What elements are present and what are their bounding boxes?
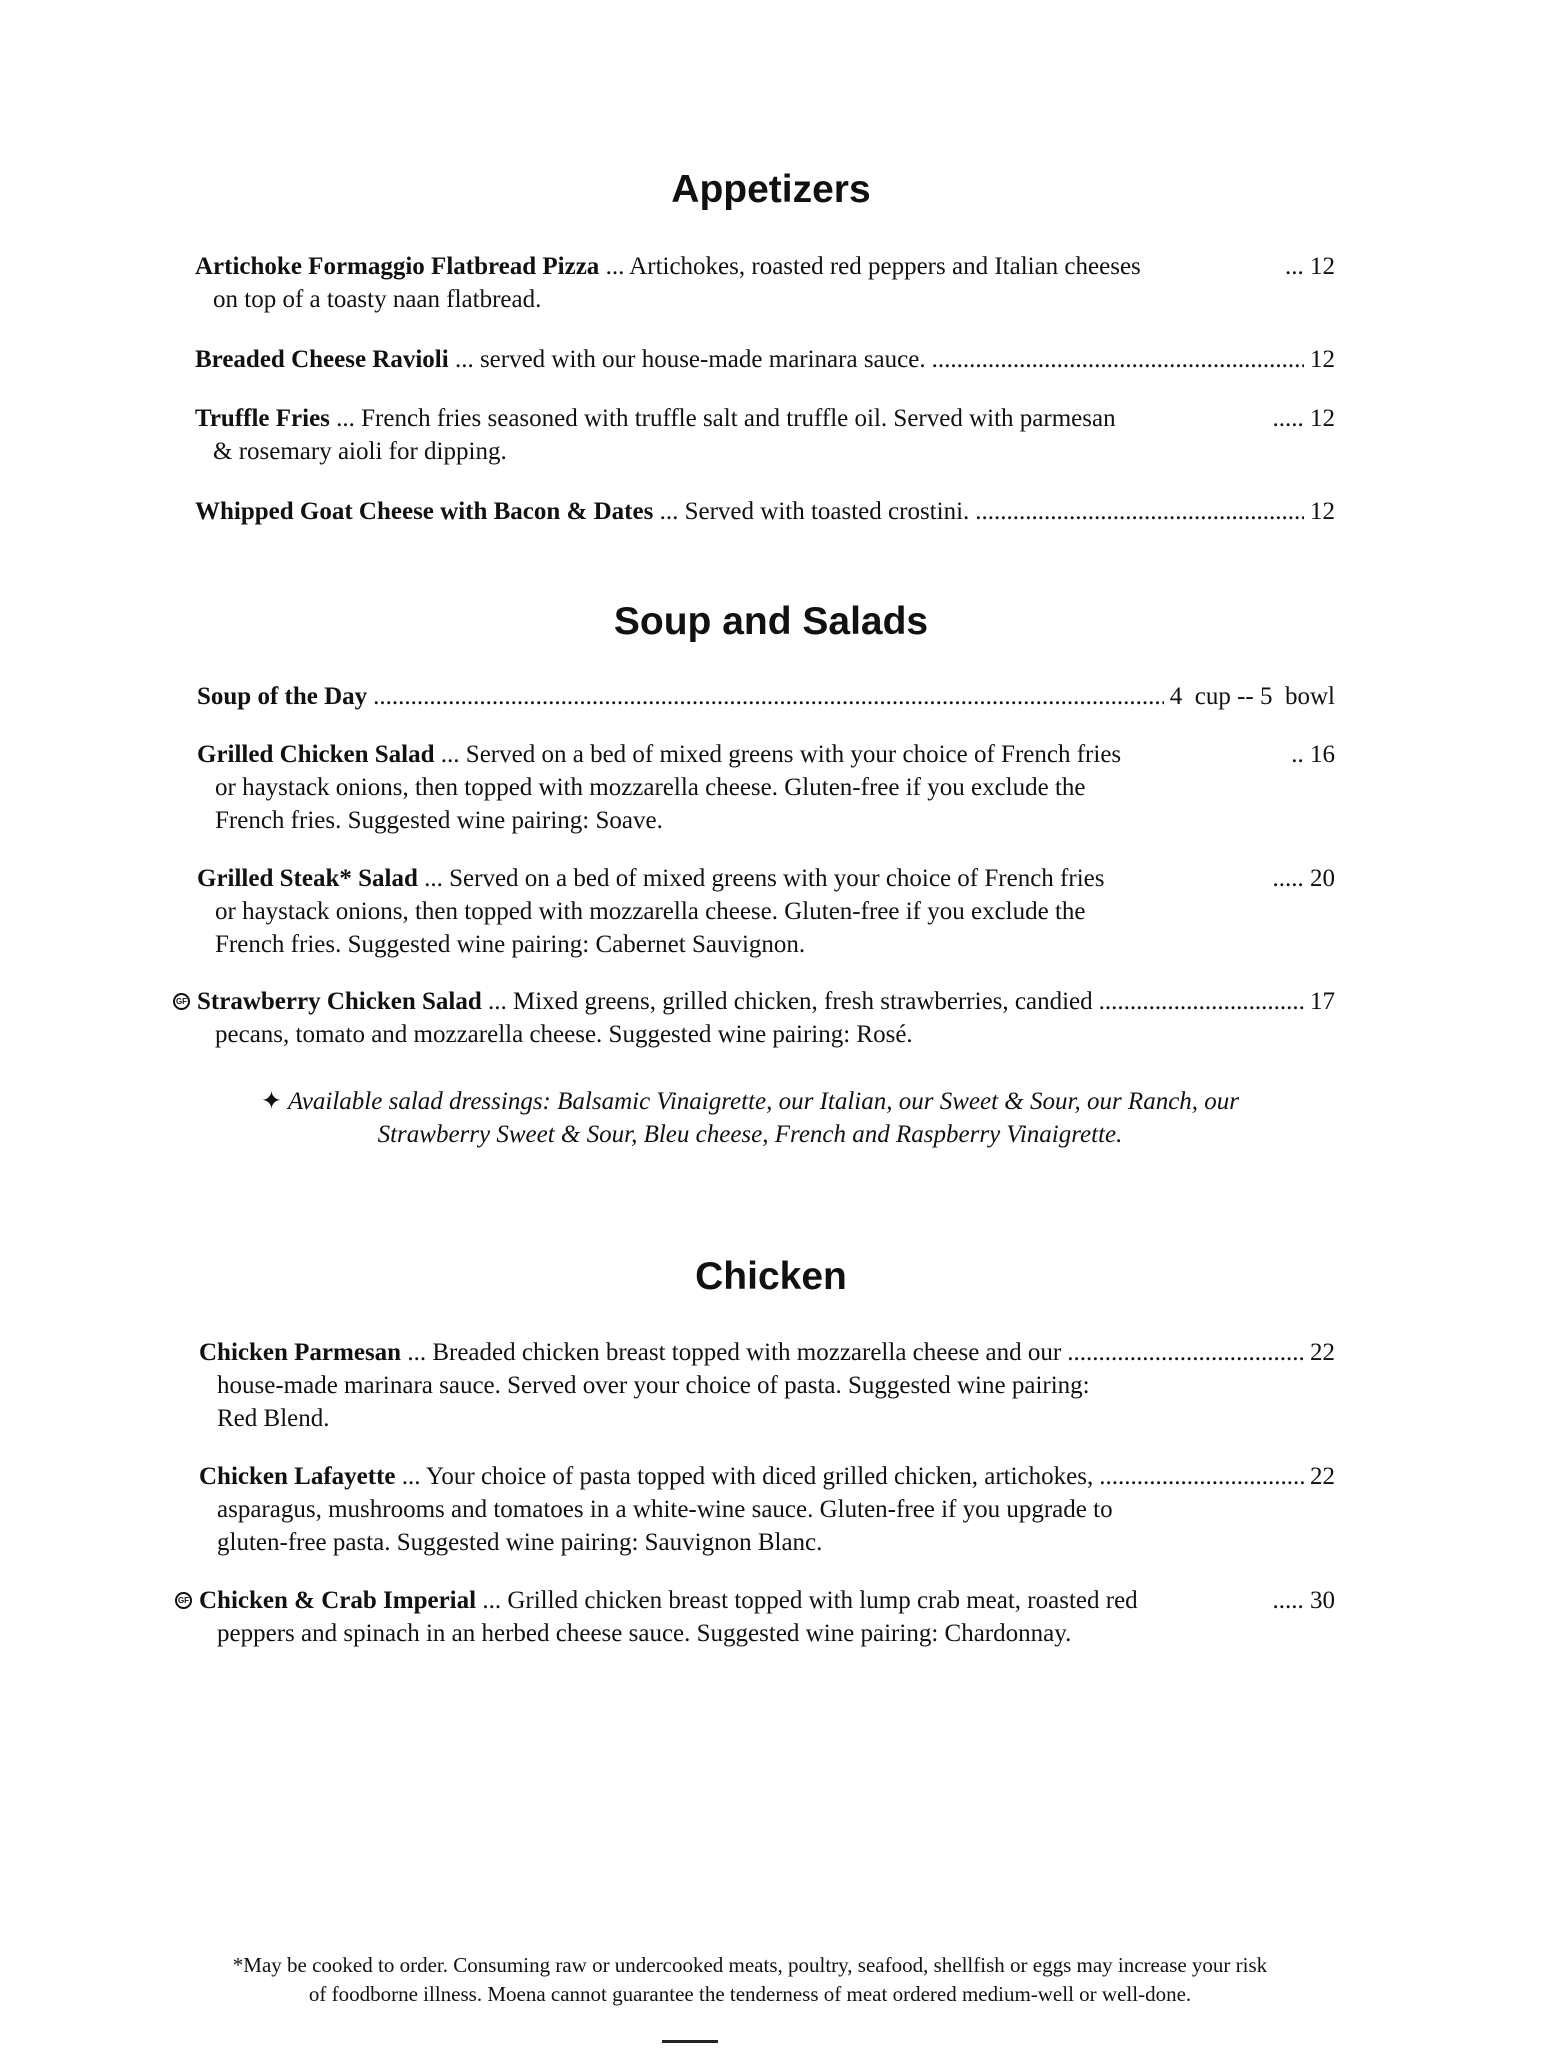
item-price: 12 [1310,346,1335,373]
menu-item [197,862,1335,961]
item-description-cont: French fries. Suggested wine pairing: Soave. [215,807,663,834]
page-edge-mark [662,2040,718,2043]
item-description: ... Mixed greens, grilled chicken, fresh strawberries, candied [481,988,1093,1015]
item-description-cont: peppers and spinach in an herbed cheese sauce. Suggested wine pairing: Chardonnay. [217,1620,1072,1647]
item-price: .. 16 [1291,741,1335,768]
menu-item [195,250,1335,316]
item-description: ... Artichokes, roasted red peppers and Italian cheeses [599,253,1141,280]
item-description-cont: or haystack onions, then topped with mozzarella cheese. Gluten-free if you exclude the [215,774,1086,801]
leader-dots [932,343,1304,376]
leader-dots [1067,1336,1304,1369]
item-description-cont: house-made marinara sauce. Served over your choice of pasta. Suggested wine pairing: [217,1372,1090,1399]
item-description: ... Grilled chicken breast topped with lump crab meat, roasted red [476,1587,1138,1614]
item-name: Breaded Cheese Ravioli [195,346,449,373]
menu-item [195,495,1335,528]
menu-item [177,1584,1335,1650]
item-price: 22 [1310,1339,1335,1366]
item-name: Soup of the Day [197,683,368,710]
footnote [150,1951,1350,2009]
gluten-free-icon: GF [175,1592,192,1609]
item-price: 4 cup -- 5 bowl [1169,683,1335,710]
item-description-cont: French fries. Suggested wine pairing: Cabernet Sauvignon. [215,931,806,958]
item-description-cont: gluten-free pasta. Suggested wine pairing: Sauvignon Blanc. [217,1529,823,1556]
item-price: ..... 12 [1272,405,1335,432]
footnote-line: *May be cooked to order. Consuming raw or undercooked meats, poultry, seafood, shellfish or eggs may increase your risk [232,1953,1268,1977]
item-name: Strawberry Chicken Salad [197,988,482,1015]
item-price: ..... 20 [1272,865,1335,892]
gluten-free-icon: GF [173,993,190,1010]
menu-item [175,985,1335,1051]
item-description: ... Served on a bed of mixed greens with your choice of French fries [417,865,1105,892]
item-description-cont: Red Blend. [217,1405,330,1432]
item-description: ... Breaded chicken breast topped with mozzarella cheese and our [401,1339,1062,1366]
item-description-cont: asparagus, mushrooms and tomatoes in a white-wine sauce. Gluten-free if you upgrade to [217,1496,1113,1523]
dressing-line: Available salad dressings: Balsamic Vinaigrette, our Italian, our Sweet & Sour, our Ranch, our [287,1088,1240,1115]
item-price: 17 [1310,988,1335,1015]
section-title-appetizers: Appetizers [671,168,871,211]
item-description: ... Served on a bed of mixed greens with your choice of French fries [434,741,1122,768]
menu-item [197,738,1335,837]
leader-dots [373,680,1164,713]
leader-dots [975,495,1304,528]
item-description: ... French fries seasoned with truffle salt and truffle oil. Served with parmesan [329,405,1116,432]
menu-item [195,343,1335,376]
item-description: ... Your choice of pasta topped with diced grilled chicken, artichokes, [395,1463,1094,1490]
item-name: Truffle Fries [195,405,330,432]
menu-item [199,1460,1335,1559]
item-price: ..... 30 [1272,1587,1335,1614]
star-icon: ✦ [260,1088,282,1115]
item-name: Chicken & Crab Imperial [199,1587,477,1614]
item-price: ... 12 [1285,253,1335,280]
item-description: ... Served with toasted crostini. [653,498,970,525]
item-name: Chicken Parmesan [199,1339,402,1366]
dressing-line: Strawberry Sweet & Sour, Bleu cheese, French and Raspberry Vinaigrette. [377,1121,1123,1148]
item-name: Whipped Goat Cheese with Bacon & Dates [195,498,654,525]
leader-dots [1099,1460,1304,1493]
section-title-chicken: Chicken [695,1255,847,1298]
menu-item [197,680,1335,713]
item-description: ... served with our house-made marinara sauce. [448,346,926,373]
item-name: Grilled Chicken Salad [197,741,435,768]
salad-dressings-note [190,1085,1310,1151]
item-name: Artichoke Formaggio Flatbread Pizza [195,253,600,280]
item-description-cont: & rosemary aioli for dipping. [213,438,507,465]
menu-item [199,1336,1335,1435]
item-name: Grilled Steak* Salad [197,865,418,892]
section-title-soup-and-salads: Soup and Salads [613,600,929,643]
item-description-cont: or haystack onions, then topped with mozzarella cheese. Gluten-free if you exclude the [215,898,1086,925]
item-name: Chicken Lafayette [199,1463,396,1490]
footnote-line: of foodborne illness. Moena cannot guarantee the tenderness of meat ordered medium-well or well-done. [308,1982,1192,2006]
menu-item [195,402,1335,468]
item-description-cont: pecans, tomato and mozzarella cheese. Suggested wine pairing: Rosé. [215,1021,913,1048]
leader-dots [1099,985,1304,1018]
item-description-cont: on top of a toasty naan flatbread. [213,286,542,313]
item-price: 22 [1310,1463,1335,1490]
item-price: 12 [1310,498,1335,525]
